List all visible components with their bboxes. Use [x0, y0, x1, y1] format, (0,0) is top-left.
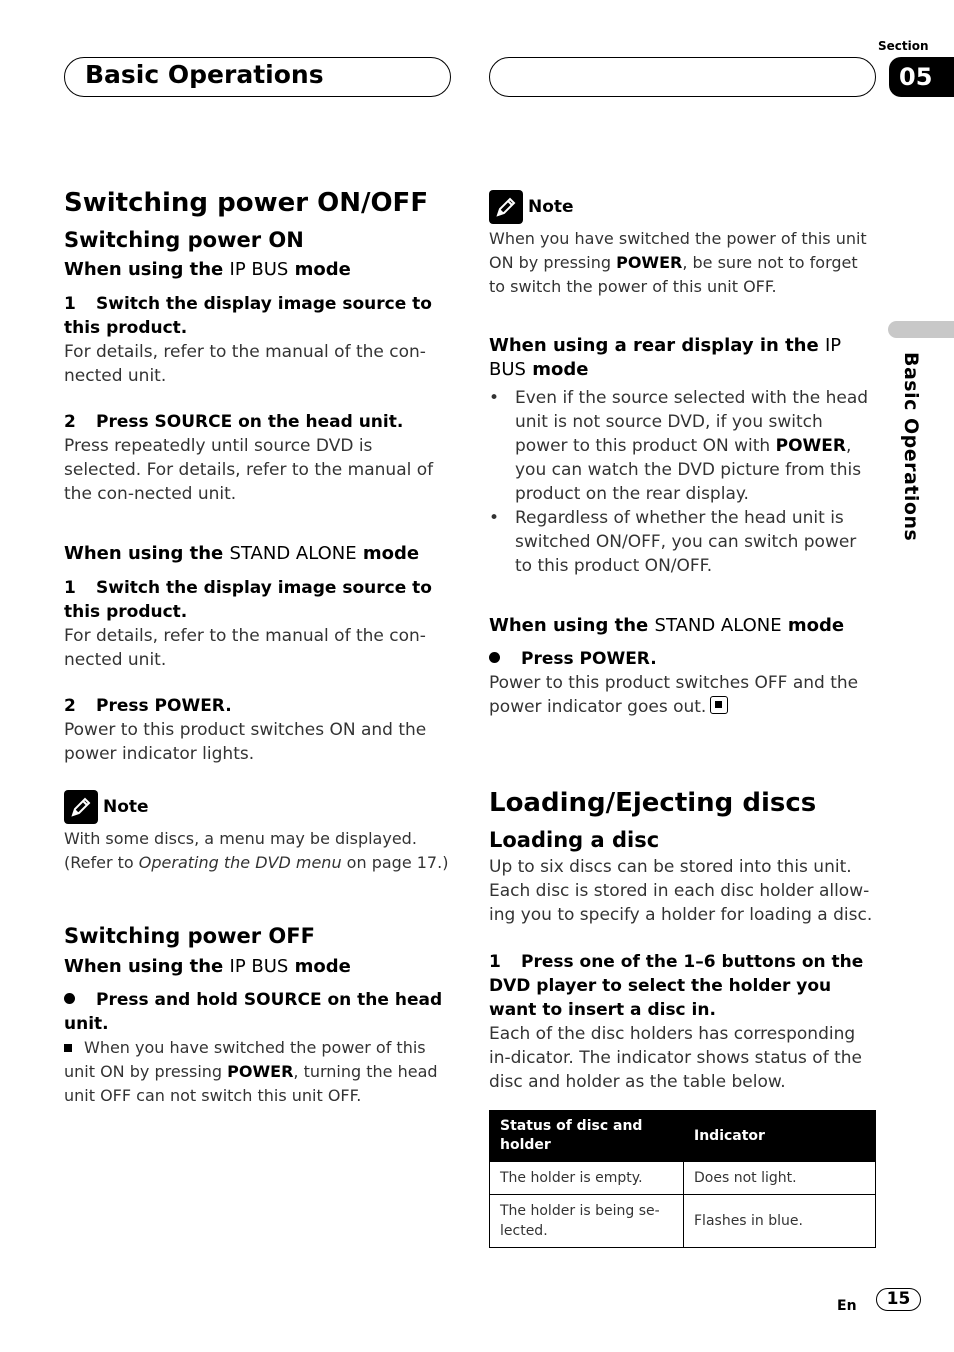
- heading-stand-alone-mode: When using the STAND ALONE mode: [64, 543, 420, 564]
- disc-status-table: [489, 1110, 876, 1248]
- step-load-1-body: Each of the disc holders has corresponding in-dicator. The indicator shows status of the disc and holder as the table below.: [489, 1024, 862, 1092]
- step-load-1: 1 Press one of the 1–6 buttons on the DVD player to select the holder you want to insert a disc in.: [489, 952, 864, 1020]
- right-column: [489, 190, 877, 1248]
- table-cell: Flashes in blue.: [684, 1195, 876, 1248]
- header-title: Basic Operations: [85, 60, 324, 89]
- side-tab-label: Basic Operations: [900, 352, 922, 542]
- end-mark-icon: [710, 696, 728, 714]
- table-header-row: [490, 1111, 876, 1162]
- section-label: Section: [878, 39, 929, 53]
- table-cell: The holder is being se-lected.: [490, 1195, 684, 1248]
- step-press-power: Press POWER.: [489, 647, 877, 671]
- left-column: [64, 186, 449, 1108]
- table-header: Indicator: [684, 1111, 876, 1162]
- heading-rear-display: When using a rear display in the IP BUS mode: [489, 335, 842, 380]
- table-header: Status of disc and holder: [490, 1111, 684, 1162]
- press-power-body: Power to this product switches OFF and the power indicator goes out.: [489, 673, 859, 717]
- step-ipbus-1-body: For details, refer to the manual of the con-nected unit.: [64, 342, 426, 386]
- heading-right-stand-alone: When using the STAND ALONE mode: [489, 615, 845, 636]
- step-ipbus-1: 1 Switch the display image source to this product.: [64, 294, 432, 338]
- heading-loading-disc: Loading a disc: [489, 828, 660, 852]
- heading-switching-power: Switching power ON/OFF: [64, 188, 429, 218]
- note-text: With some discs, a menu may be displayed. (Refer to Operating the DVD menu on page 17.): [64, 829, 449, 872]
- pencil-icon: [489, 190, 523, 224]
- step-sa-1-body: For details, refer to the manual of the con-nected unit.: [64, 626, 426, 670]
- heading-switching-power-off: Switching power OFF: [64, 924, 315, 948]
- page-number: 15: [876, 1288, 921, 1311]
- step-sa-2-body: Power to this product switches ON and the power indicator lights.: [64, 720, 427, 764]
- off-body: When you have switched the power of this unit ON by pressing POWER, turning the head unit OFF can not switch this unit OFF.: [64, 1038, 438, 1105]
- table-row: [490, 1195, 876, 1248]
- step-sa-2: 2 Press POWER.: [64, 696, 232, 716]
- step-sa-1: 1 Switch the display image source to this product.: [64, 578, 432, 622]
- section-number: 05: [889, 57, 954, 97]
- note-text-right: When you have switched the power of this unit ON by pressing POWER, be sure not to forget to switch the power of this unit OFF.: [489, 229, 867, 296]
- pencil-icon: [64, 790, 98, 824]
- heading-switching-power-on: Switching power ON: [64, 228, 304, 252]
- note-heading: Note: [64, 790, 449, 824]
- rear-bullet-2: • Regardless of whether the head unit is switched ON/OFF, you can switch power to this product ON/OFF.: [489, 508, 857, 576]
- step-press-hold-source: Press and hold SOURCE on the head unit.: [64, 990, 443, 1034]
- loading-body: Up to six discs can be stored into this unit. Each disc is stored in each disc holder allow-ing you to specify a holder for loading a disc.: [489, 857, 873, 925]
- side-tab-bar: [888, 321, 954, 338]
- note-heading-right: Note: [489, 190, 877, 224]
- footer-language: En: [837, 1298, 857, 1314]
- heading-off-ipbus-mode: When using the IP BUS mode: [64, 956, 351, 977]
- step-ipbus-2-body: Press repeatedly until source DVD is selected. For details, refer to the manual of the con-nected unit.: [64, 436, 434, 504]
- rear-bullet-1: • Even if the source selected with the head unit is not source DVD, if you switch power to this product ON with POWER, you can watch the DVD picture from this product on the rear display.: [489, 388, 869, 504]
- heading-ipbus-mode: When using the IP BUS mode: [64, 259, 351, 280]
- step-ipbus-2: 2 Press SOURCE on the head unit.: [64, 412, 404, 432]
- header-blank-frame: [489, 57, 876, 97]
- table-cell: Does not light.: [684, 1162, 876, 1195]
- table-row: [490, 1162, 876, 1195]
- heading-loading-ejecting: Loading/Ejecting discs: [489, 788, 817, 818]
- table-cell: The holder is empty.: [490, 1162, 684, 1195]
- header-title-frame: [64, 57, 451, 97]
